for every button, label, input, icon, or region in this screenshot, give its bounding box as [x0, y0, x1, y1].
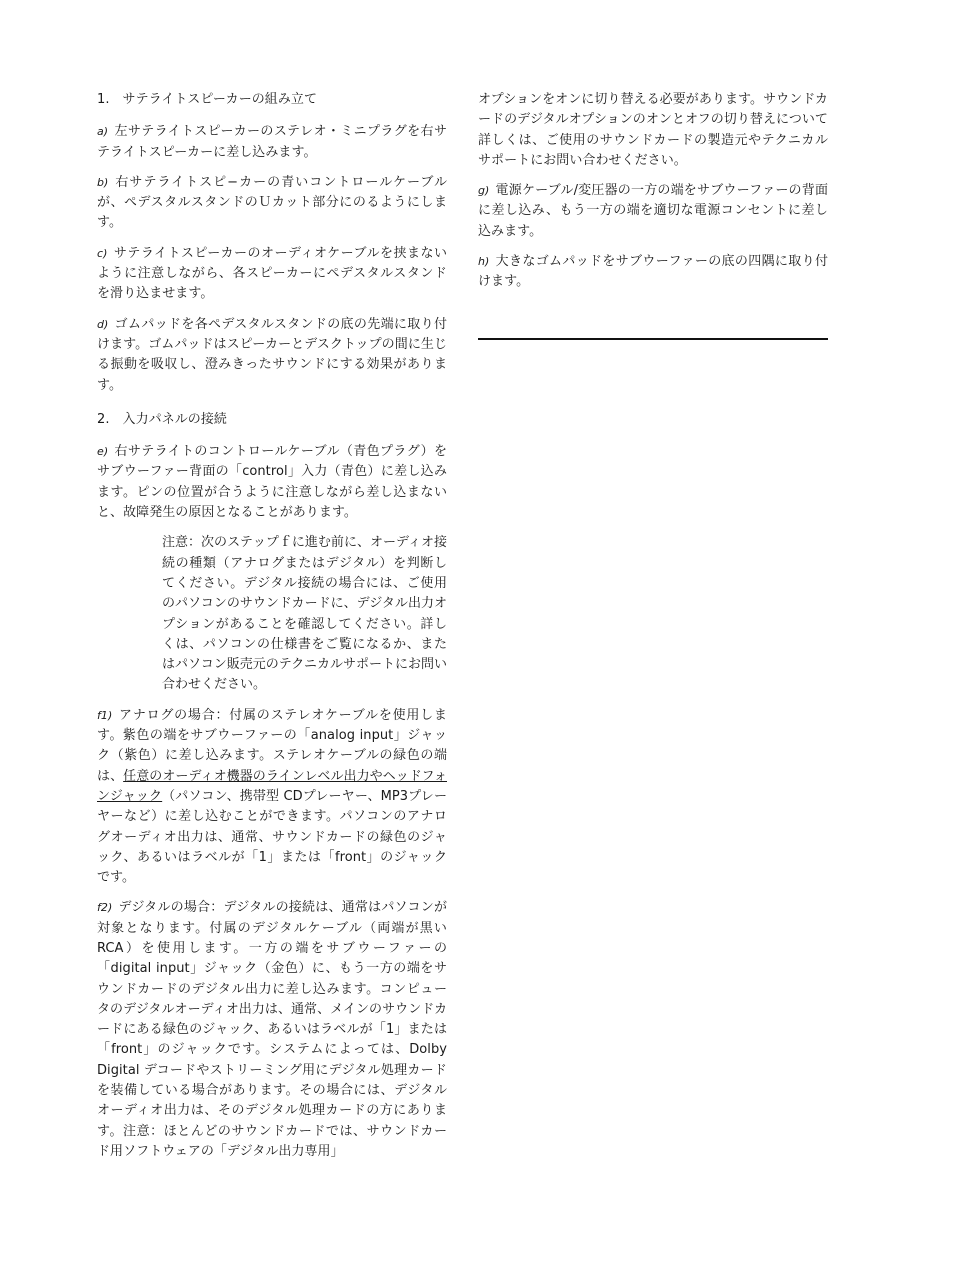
step-c-text: サテライトスピーカーのオーディオケーブルを挟まないように注意しながら、各スピーカーにペデスタルスタンドを滑り込ませます。	[97, 245, 447, 302]
step-f1-text-b: （パソコン、携帯型 CDプレーヤー、MP3プレーヤーなど）に差し込むことができます。パソコンのアナログオーディオ出力は、通常、サウンドカードの緑色のジャック、あるいはラベルが「1」または「front」のジャックです。	[97, 788, 447, 886]
step-d	[97, 315, 447, 396]
step-a	[97, 122, 447, 163]
right-column	[478, 90, 828, 303]
step-h	[478, 252, 828, 293]
section-heading-assembly: 1. サテライトスピーカーの組み立て	[97, 92, 318, 107]
step-f2-label: f2)	[97, 901, 113, 915]
step-b	[97, 173, 447, 234]
step-g	[478, 181, 828, 242]
step-e	[97, 442, 447, 523]
step-g-label: g)	[478, 184, 490, 198]
step-d-label: d)	[97, 317, 109, 331]
step-f2	[97, 898, 447, 1162]
step-e-label: e)	[97, 445, 109, 459]
section-heading-input-panel: 2. 入力パネルの接続	[97, 411, 227, 427]
left-column	[97, 90, 447, 1172]
step-a-label: a)	[97, 125, 109, 139]
step-f2-text: デジタルの場合：デジタルの接続は、通常はパソコンが対象となります。付属のデジタルケーブル（両端が黒い RCA）を使用します。一方の端をサブウーファーの「digital input」ジャック（金色）に、もう一方の端をサウンドカードのデジタル出力に差し込みます。コンピュータのデジタルオーディオ出力は、通常、メインのサウンドカードにある緑色のジャック、あるいはラベルが「1」または「front」のジャックです。システムによっては、Dolby Digital デコードやストリーミング用にデジタル処理カードを装備している場合があります。その場合には、デジタルオーディオ出力は、そのデジタル処理カードの方にあります。注意：ほとんどのサウンドカードでは、サウンドカード用ソフトウェアの「デジタル出力専用」	[97, 900, 447, 1159]
step-d-text: ゴムパッドを各ペデスタルスタンドの底の先端に取り付けます。ゴムパッドはスピーカーとデスクトップの間に生じる振動を吸収し、澄みきったサウンドにする効果があります。	[97, 316, 447, 393]
step-c-label: c)	[97, 246, 108, 260]
step-h-text: 大きなゴムパッドをサブウーファーの底の四隅に取り付けます。	[478, 254, 828, 290]
step-g-text: 電源ケーブル/変圧器の一方の端をサブウーファーの背面に差し込み、もう一方の端を適切な電源コンセントに差し込みます。	[478, 183, 828, 239]
step-f1	[97, 706, 447, 889]
step-b-text: 右サテライトスピ−カーの青いコントロールケーブルが、ペデスタルスタンドのＵカット部分にのるようにします。	[97, 174, 447, 231]
step-f1-label: f1)	[97, 708, 113, 722]
step-e-text: 右サテライトのコントロールケーブル（青色プラグ）をサブウーファー背面の「control」入力（青色）に差し込みます。ピンの位置が合うように注意しながら差し込まないと、故障発生の原因となることがあります。	[97, 444, 447, 521]
step-f1-text-a: アナログの場合：付属のステレオケーブルを使用します。紫色の端をサブウーファーの「analog input」ジャック（紫色）に差し込みます。ステレオケーブルの緑色の端は、	[97, 707, 447, 784]
step-b-label: b)	[97, 175, 109, 189]
step-f1-underlined-text: 任意のオーディオ機器のラインレベル出力やヘッドフォンジャック	[97, 768, 447, 804]
step-c	[97, 244, 447, 305]
horizontal-rule	[478, 338, 828, 340]
step-f2-continued: オプションをオンに切り替える必要があります。サウンドカードのデジタルオプションのオンとオフの切り替えについて詳しくは、ご使用のサウンドカードの製造元やテクニカルサポートにお問い合わせください。	[478, 92, 828, 168]
note-block: 注意：次のステップｆに進む前に、オーディオ接続の種類（アナログまたはデジタル）を判断してください。デジタル接続の場合には、ご使用のパソコンのサウンドカードに、デジタル出力オプションがあることを確認してください。詳しくは、パソコンの仕様書をご覧になるか、またはパソコン販売元のテクニカルサポートにお問い合わせください。	[162, 535, 447, 693]
step-a-text: 左サテライトスピーカーのステレオ・ミニプラグを右サテライトスピーカーに差し込みます。	[97, 124, 447, 160]
step-h-label: h)	[478, 255, 490, 269]
